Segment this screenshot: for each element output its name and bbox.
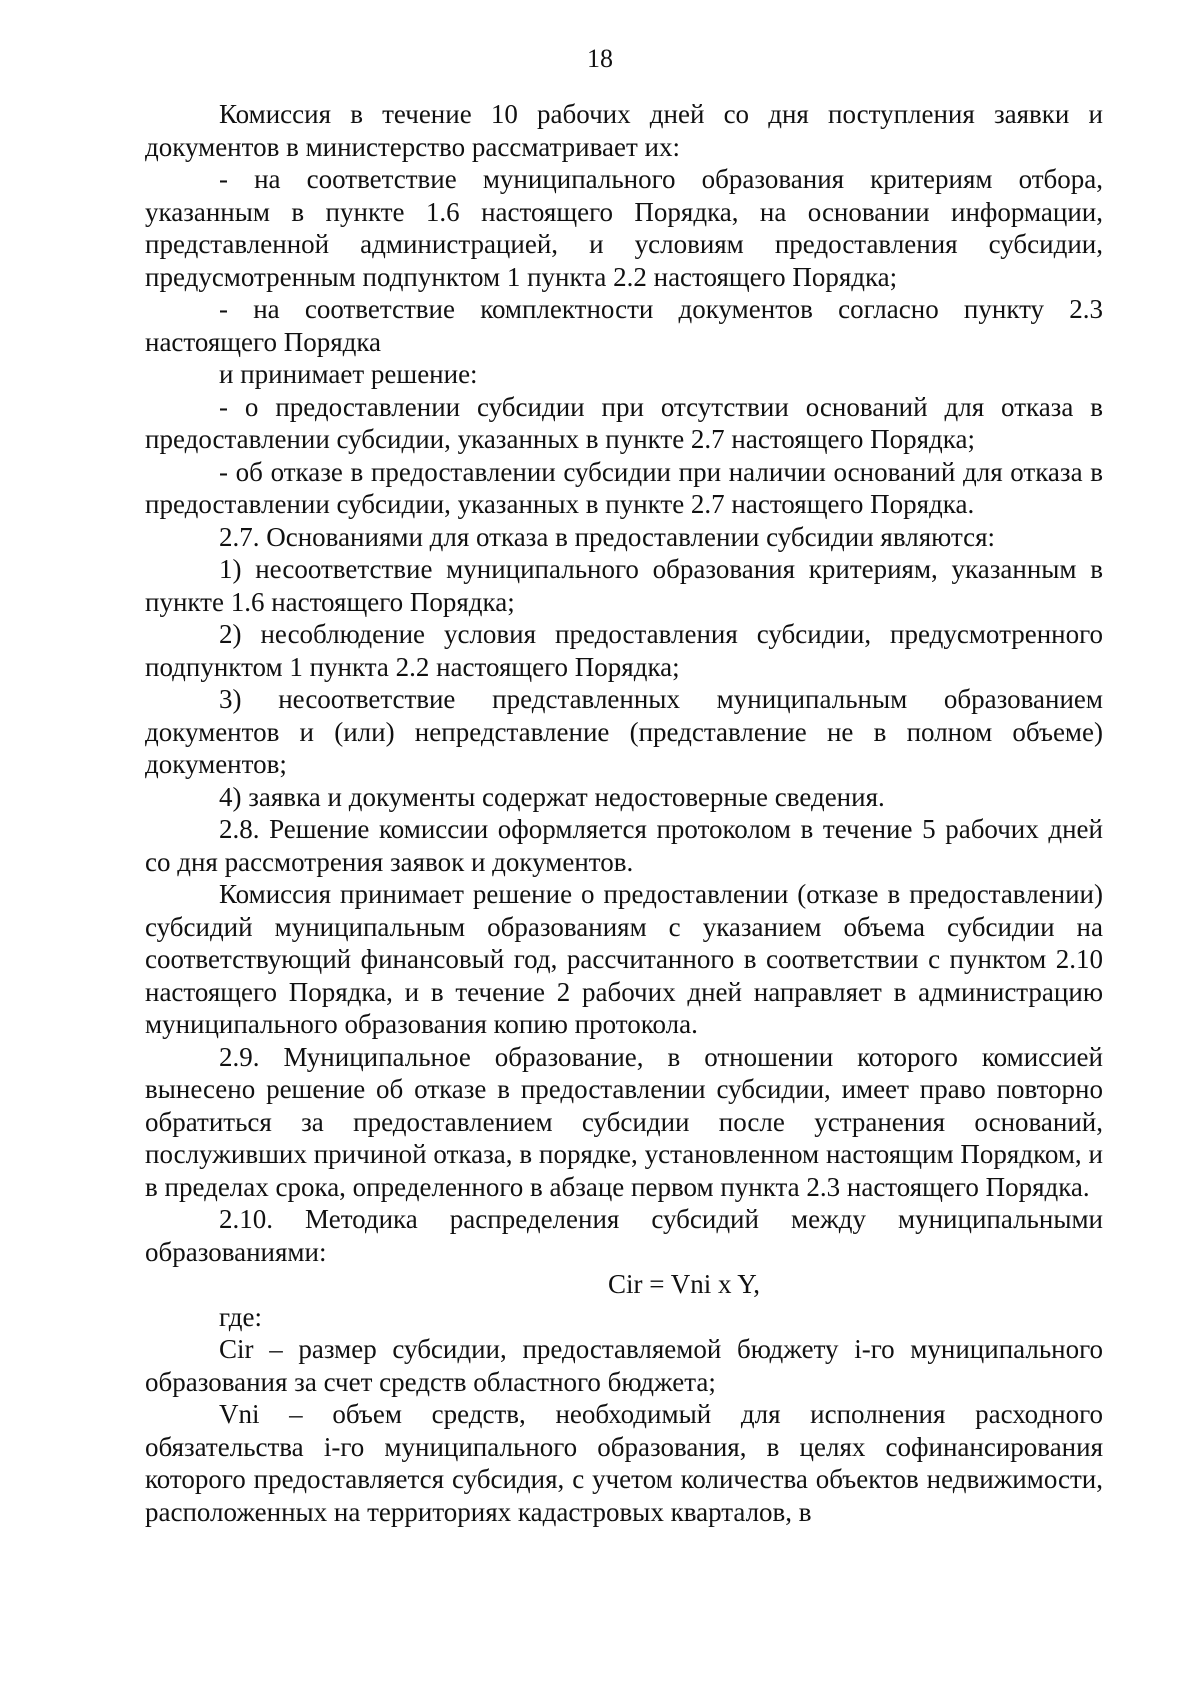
paragraph-2-7-item-4: 4) заявка и документы содержат недостоверные сведения. — [219, 781, 885, 812]
document-body — [145, 98, 1103, 1528]
paragraph-refusal-decision: - об отказе в предоставлении субсидии при наличии оснований для отказа в предоставлении субсидии, указанных в пункте 2.7 настоящего Порядка. — [145, 456, 1103, 519]
paragraph-commission-decision: Комиссия принимает решение о предоставлении (отказе в предоставлении) субсидий муниципальным образованиям с указанием объема субсидии на соответствующий финансовый год, рассчитанного в соответствии с пунктом 2.10 настоящего Порядка, и в течение 2 рабочих дней направляет в администрацию муниципального образования копию протокола. — [145, 879, 1103, 1039]
paragraph-documents-completeness: - на соответствие комплектности документов согласно пункту 2.3 настоящего Порядка — [145, 294, 1103, 357]
paragraph-makes-decision: и принимает решение: — [219, 359, 478, 389]
paragraph-2-7-item-2: 2) несоблюдение условия предоставления субсидии, предусмотренного подпунктом 1 пункта 2.2 настоящего Порядка; — [145, 619, 1103, 682]
paragraph-2-8: 2.8. Решение комиссии оформляется протоколом в течение 5 рабочих дней со дня рассмотрения заявок и документов. — [145, 814, 1103, 877]
paragraph-cir-definition: Cir – размер субсидии, предоставляемой бюджету i-го муниципального образования за счет средств областного бюджета; — [145, 1334, 1103, 1397]
page-number: 18 — [587, 44, 613, 73]
paragraph-2-7-heading: 2.7. Основаниями для отказа в предоставлении субсидии являются: — [219, 521, 995, 552]
paragraph-criteria-compliance: - на соответствие муниципального образования критериям отбора, указанным в пункте 1.6 настоящего Порядка, на основании информации, представленной администрацией, и условиям предоставления субсидии, предусмотренным подпунктом 1 пункта 2.2 настоящего Порядка; — [145, 164, 1103, 292]
formula-cir: Cir = Vni x Y, — [607, 1269, 760, 1299]
paragraph-grant-decision: - о предоставлении субсидии при отсутствии оснований для отказа в предоставлении субсидии, указанных в пункте 2.7 настоящего Порядка; — [145, 391, 1103, 454]
paragraph-2-7-item-1: 1) несоответствие муниципального образования критериям, указанным в пункте 1.6 настоящего Порядка; — [145, 554, 1103, 617]
paragraph-commission-review: Комиссия в течение 10 рабочих дней со дня поступления заявки и документов в министерство рассматривает их: — [145, 99, 1103, 162]
paragraph-2-9: 2.9. Муниципальное образование, в отношении которого комиссией вынесено решение об отказе в предоставлении субсидии, имеет право повторно обратиться за предоставлением субсидии после устранения оснований, послуживших причиной отказа, в порядке, установленном настоящим Порядком, и в пределах срока, определенного в абзаце первом пункта 2.3 настоящего Порядка. — [145, 1041, 1103, 1202]
paragraph-vni-definition: Vni – объем средств, необходимый для исполнения расходного обязательства i-го муниципального образования, в целях софинансирования которого предоставляется субсидия, с учетом количества объектов недвижимости, расположенных на территориях кадастровых кварталов, в — [145, 1399, 1103, 1527]
paragraph-2-7-item-3: 3) несоответствие представленных муниципальным образованием документов и (или) непредставление (представление не в полном объеме) документов; — [145, 684, 1103, 779]
paragraph-where: где: — [219, 1301, 262, 1332]
paragraph-2-10: 2.10. Методика распределения субсидий между муниципальными образованиями: — [145, 1204, 1103, 1267]
